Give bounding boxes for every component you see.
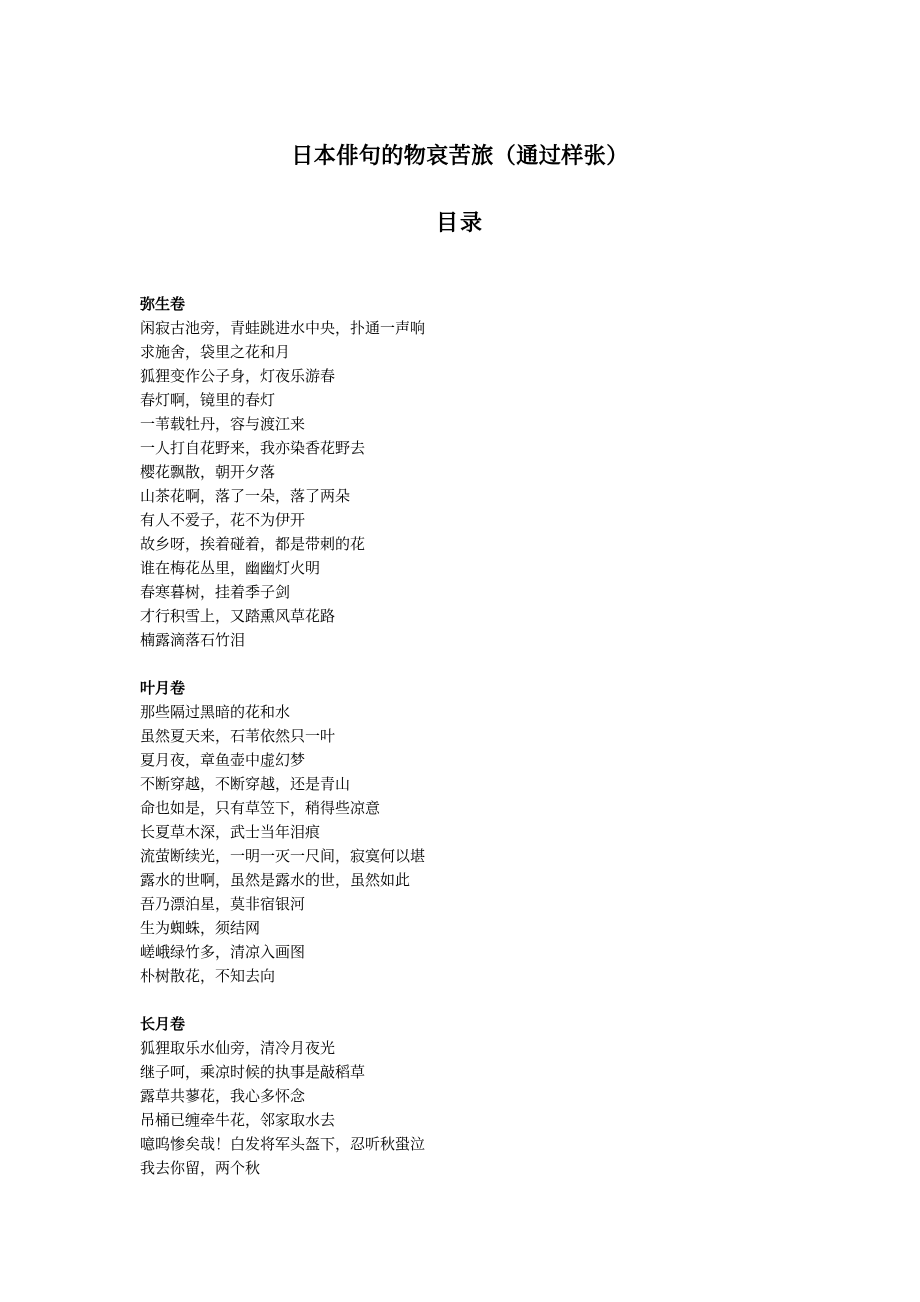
toc-entry[interactable]: 露草共蓼花，我心多怀念	[140, 1087, 306, 1105]
section-heading: 叶月卷	[140, 679, 186, 697]
toc-entry[interactable]: 故乡呀，挨着碰着，都是带刺的花	[140, 535, 366, 553]
table-of-contents	[140, 292, 840, 1204]
toc-entry[interactable]: 狐狸取乐水仙旁，清冷月夜光	[140, 1039, 336, 1057]
toc-entry[interactable]: 那些隔过黑暗的花和水	[140, 703, 291, 721]
toc-entry[interactable]: 楠露滴落石竹泪	[140, 631, 246, 649]
section-heading: 长月卷	[140, 1015, 186, 1033]
toc-entry[interactable]: 朴树散花，不知去向	[140, 967, 276, 985]
toc-entry[interactable]: 我去你留，两个秋	[140, 1159, 261, 1177]
toc-entry[interactable]: 长夏草木深，武士当年泪痕	[140, 823, 321, 841]
toc-entry[interactable]: 虽然夏天来，石苇依然只一叶	[140, 727, 336, 745]
toc-section-nagatsuki	[140, 1012, 840, 1180]
toc-entry[interactable]: 不断穿越，不断穿越，还是青山	[140, 775, 351, 793]
toc-entry[interactable]: 谁在梅花丛里，幽幽灯火明	[140, 559, 321, 577]
toc-entry[interactable]: 一苇载牡丹，容与渡江来	[140, 415, 306, 433]
toc-entry[interactable]: 山茶花啊，落了一朵，落了两朵	[140, 487, 351, 505]
toc-entry[interactable]: 吊桶已缠牵牛花，邻家取水去	[140, 1111, 336, 1129]
toc-entry[interactable]: 噫呜惨矣哉！白发将军头盔下，忍听秋蛩泣	[140, 1135, 426, 1153]
toc-entry[interactable]: 春灯啊，镜里的春灯	[140, 391, 276, 409]
toc-entry[interactable]: 有人不爱子，花不为伊开	[140, 511, 306, 529]
toc-entry[interactable]: 生为蜘蛛，须结网	[140, 919, 261, 937]
toc-entry[interactable]: 一人打自花野来，我亦染香花野去	[140, 439, 366, 457]
toc-entry[interactable]: 露水的世啊，虽然是露水的世，虽然如此	[140, 871, 411, 889]
toc-entry[interactable]: 樱花飘散，朝开夕落	[140, 463, 276, 481]
document-title: 日本俳句的物哀苦旅（通过样张）	[291, 144, 629, 169]
toc-entry[interactable]: 春寒暮树，挂着季子剑	[140, 583, 291, 601]
toc-entry[interactable]: 求施舍，袋里之花和月	[140, 343, 291, 361]
toc-entry[interactable]: 继子呵，乘凉时候的执事是敲稻草	[140, 1063, 366, 1081]
toc-entry[interactable]: 夏月夜，章鱼壶中虚幻梦	[140, 751, 306, 769]
toc-section-yayoi	[140, 292, 840, 652]
toc-entry[interactable]: 流萤断续光，一明一灭一尺间，寂寞何以堪	[140, 847, 426, 865]
toc-title: 目录	[435, 211, 484, 236]
toc-entry[interactable]: 嵯峨绿竹多，清凉入画图	[140, 943, 306, 961]
toc-entry[interactable]: 狐狸变作公子身，灯夜乐游春	[140, 367, 336, 385]
toc-entry[interactable]: 闲寂古池旁，青蛙跳进水中央，扑通一声响	[140, 319, 426, 337]
toc-entry[interactable]: 才行积雪上，又踏熏风草花路	[140, 607, 336, 625]
section-heading: 弥生卷	[140, 295, 186, 313]
toc-entry[interactable]: 命也如是，只有草笠下，稍得些凉意	[140, 799, 381, 817]
toc-section-hazuki	[140, 676, 840, 988]
toc-entry[interactable]: 吾乃漂泊星，莫非宿银河	[140, 895, 306, 913]
